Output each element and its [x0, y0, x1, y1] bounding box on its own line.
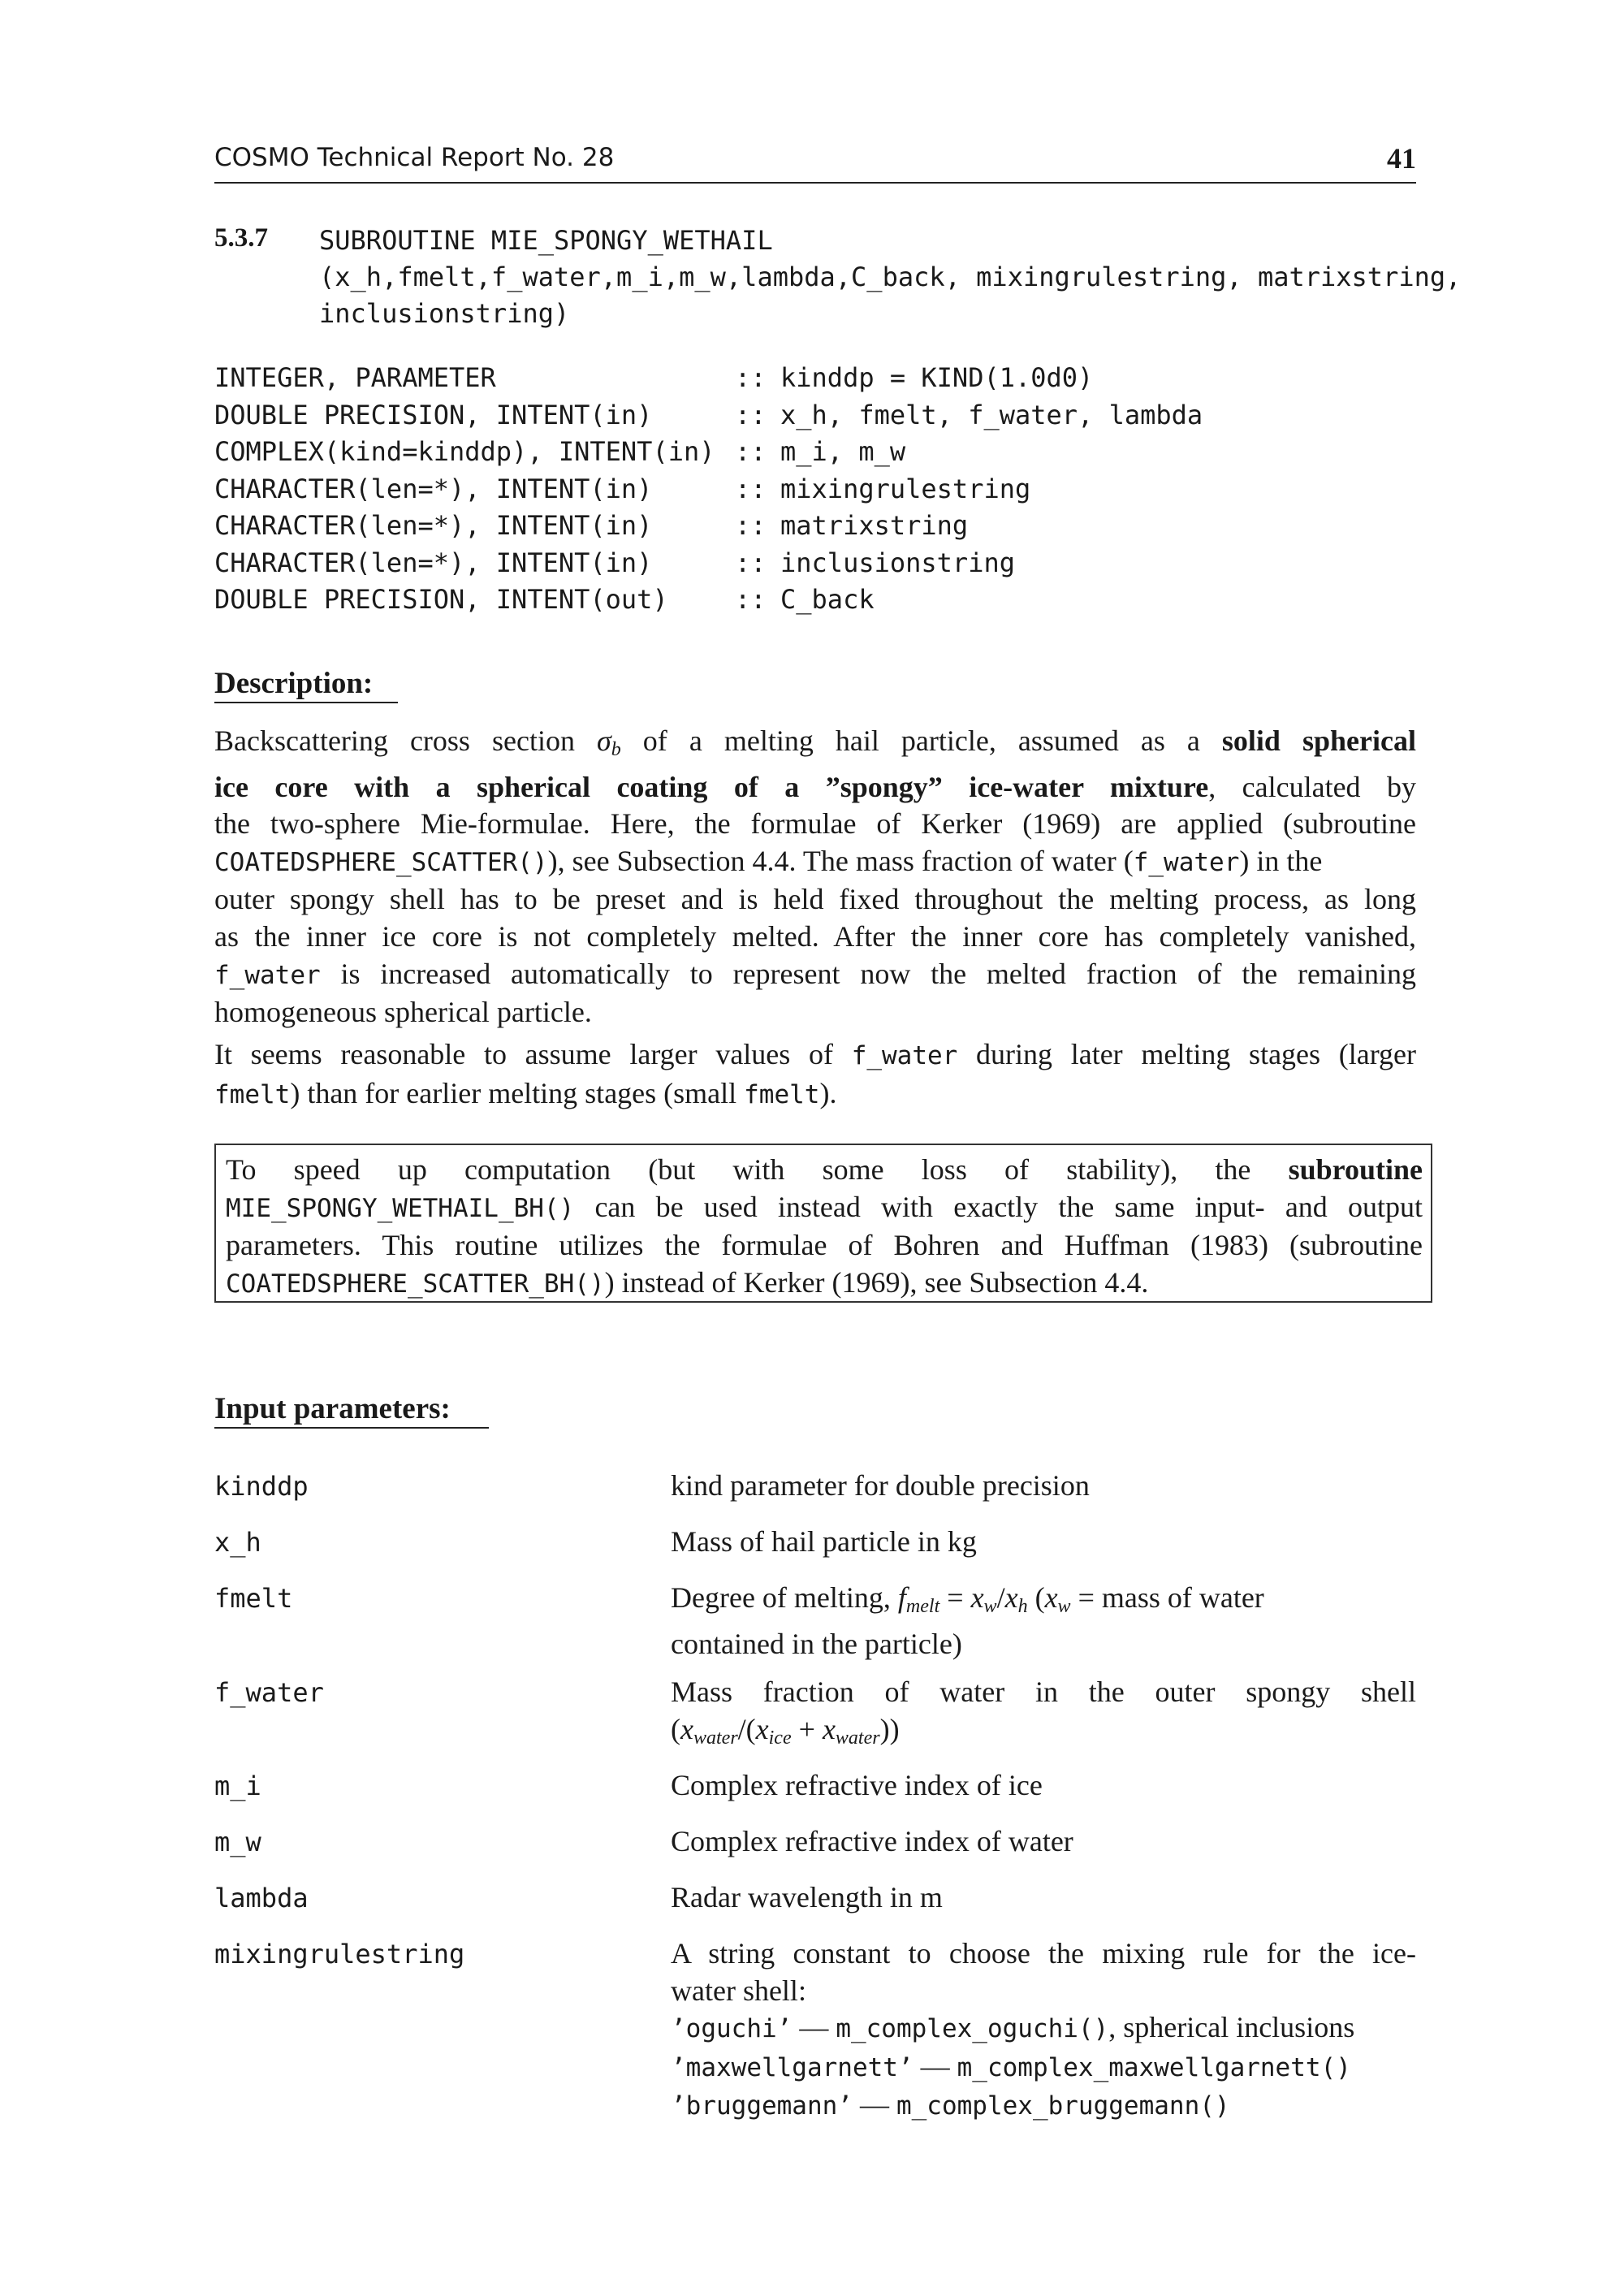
declaration-type: INTEGER, PARAMETER	[214, 362, 496, 393]
declaration-separator: ::	[735, 547, 767, 578]
input-parameters-heading: Input parameters:	[214, 1392, 451, 1425]
declaration-separator: ::	[735, 399, 767, 430]
param-description: kind parameter for double precision	[671, 1469, 1090, 1502]
param-name: fmelt	[214, 1583, 293, 1614]
param-name: x_h	[214, 1527, 261, 1558]
input-parameters-underline	[214, 1427, 489, 1429]
declaration-type: CHARACTER(len=*), INTENT(in)	[214, 547, 653, 578]
text-line: fmelt) than for earlier melting stages (small fmelt).	[214, 1076, 837, 1109]
note-text	[226, 1152, 1423, 1303]
param-description: Mass of hail particle in kg	[671, 1525, 977, 1558]
text-line: outer spongy shell has to be preset and is held fixed throughout the melting process, as long	[214, 883, 1416, 916]
text-line: water shell:	[671, 1974, 806, 2007]
page-header	[214, 143, 1416, 180]
declaration-vars: x_h, fmelt, f_water, lambda	[780, 399, 1203, 430]
section-number: 5.3.7	[214, 223, 268, 253]
text-line: parameters. This routine utilizes the formulae of Bohren and Huffman (1983) (subroutine	[226, 1229, 1423, 1262]
text-line: contained in the particle)	[671, 1627, 962, 1660]
param-name: mixingrulestring	[214, 1939, 465, 1970]
header-rule	[214, 182, 1416, 184]
param-name: m_w	[214, 1827, 261, 1857]
text-line: It seems reasonable to assume larger values of f_water during later melting stages (larger	[214, 1038, 1417, 1070]
param-description: Complex refractive index of water	[671, 1825, 1073, 1857]
param-name: lambda	[214, 1883, 309, 1913]
note-box	[214, 1144, 1432, 1303]
subroutine-name: SUBROUTINE MIE_SPONGY_WETHAIL	[319, 225, 773, 256]
declaration-separator: ::	[735, 436, 767, 467]
declaration-separator: ::	[735, 510, 767, 541]
declaration-vars: mixingrulestring	[780, 473, 1031, 504]
declaration-row	[214, 473, 1031, 511]
declaration-vars: m_i, m_w	[780, 436, 906, 467]
text-line: ice core with a spherical coating of a ”spongy” ice-water mixture, calculated by	[214, 770, 1416, 803]
text-line: Degree of melting, $f_{melt} = x_w/x_h$ ($x_w$ = mass of water	[671, 1581, 1264, 1617]
report-title: COSMO Technical Report No. 28	[214, 143, 615, 172]
declaration-row	[214, 362, 1094, 400]
text-line: Mass fraction of water in the outer spongy shell	[671, 1676, 1416, 1708]
page-number: 41	[1387, 142, 1416, 175]
param-description	[671, 1935, 1416, 2125]
text-line: To speed up computation (but with some loss of stability), the subroutine	[226, 1153, 1423, 1186]
description-heading: Description:	[214, 667, 374, 700]
param-name: kinddp	[214, 1471, 309, 1502]
param-description: Radar wavelength in m	[671, 1881, 943, 1913]
param-description: Complex refractive index of ice	[671, 1769, 1043, 1801]
declaration-separator: ::	[735, 362, 767, 393]
subroutine-args-line1: (x_h,fmelt,f_water,m_i,m_w,lambda,C_back, mixingrulestring, matrixstring,	[319, 262, 1462, 292]
param-name: f_water	[214, 1677, 324, 1708]
param-name: m_i	[214, 1771, 261, 1801]
text-line: as the inner ice core is not completely melted. After the inner core has completely vanished,	[214, 919, 1416, 953]
declaration-row	[214, 436, 906, 473]
description-paragraph-1	[214, 723, 1416, 1031]
text-line: MIE_SPONGY_WETHAIL_BH() can be used instead with exactly the same input- and output	[226, 1190, 1423, 1223]
text-line: $(x_{water}/(x_{ice} + x_{water}))$	[671, 1712, 900, 1749]
param-description	[671, 1580, 1416, 1663]
text-line: COATEDSPHERE_SCATTER()), see Subsection 4.4. The mass fraction of water (f_water) in the	[214, 844, 1323, 877]
text-line: Backscattering cross section $\sigma_b$ of a melting hail particle, assumed as a solid spherical	[214, 724, 1416, 760]
description-paragraph-2	[214, 1036, 1416, 1113]
declaration-row	[214, 547, 1015, 585]
mixing-option-maxwellgarnett: ’maxwellgarnett’ — m_complex_maxwellgarnett()	[671, 2049, 1351, 2082]
mixing-option-bruggemann: ’bruggemann’ — m_complex_bruggemann()	[671, 2088, 1230, 2121]
description-underline	[214, 702, 398, 703]
declarations-block	[214, 362, 1203, 621]
subroutine-args-line2: inclusionstring)	[319, 298, 570, 329]
declaration-vars: kinddp = KIND(1.0d0)	[780, 362, 1094, 393]
declaration-vars: inclusionstring	[780, 547, 1015, 578]
text-line: homogeneous spherical particle.	[214, 996, 592, 1029]
text-line: f_water is increased automatically to represent now the melted fraction of the remaining	[214, 957, 1416, 990]
declaration-type: COMPLEX(kind=kinddp), INTENT(in)	[214, 436, 715, 467]
declaration-separator: ::	[735, 584, 767, 615]
declaration-type: CHARACTER(len=*), INTENT(in)	[214, 473, 653, 504]
mixing-option-oguchi: ’oguchi’ — m_complex_oguchi(), spherical inclusions	[671, 2011, 1355, 2044]
declaration-vars: matrixstring	[780, 510, 969, 541]
declaration-separator: ::	[735, 473, 767, 504]
text-line: COATEDSPHERE_SCATTER_BH()) instead of Kerker (1969), see Subsection 4.4.	[226, 1265, 1149, 1299]
declaration-row	[214, 584, 875, 621]
declaration-type: DOUBLE PRECISION, INTENT(in)	[214, 399, 653, 430]
param-description	[671, 1674, 1416, 1757]
text-line: the two-sphere Mie-formulae. Here, the formulae of Kerker (1969) are applied (subroutine	[214, 807, 1416, 841]
declaration-row	[214, 510, 969, 547]
text-line: A string constant to choose the mixing rule for the ice-	[671, 1937, 1416, 1970]
declaration-type: DOUBLE PRECISION, INTENT(out)	[214, 584, 668, 615]
declaration-row	[214, 399, 1203, 437]
declaration-type: CHARACTER(len=*), INTENT(in)	[214, 510, 653, 541]
declaration-vars: C_back	[780, 584, 875, 615]
